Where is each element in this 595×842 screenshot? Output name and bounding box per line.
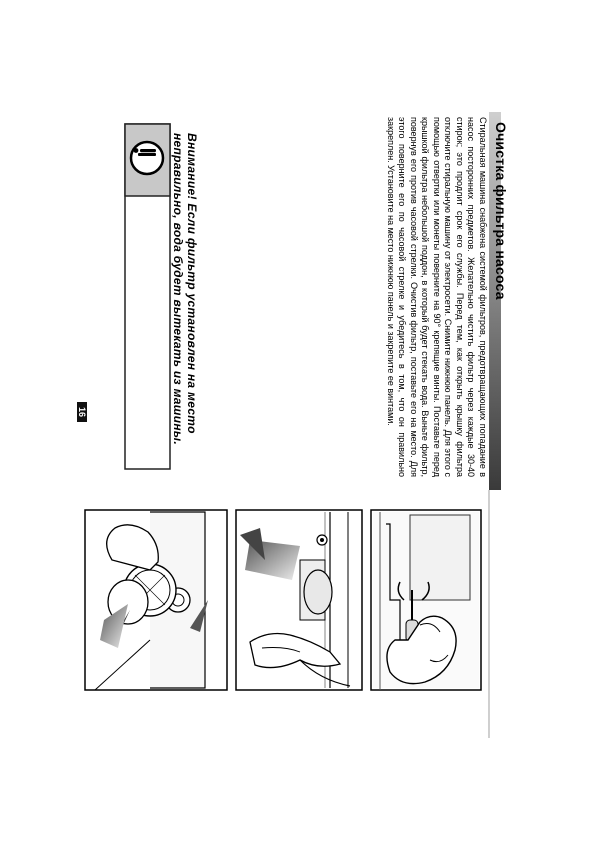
warning-text: Внимание! Если фильтр установлен на место неправильно, вода будет вытекать из машины. [171,133,199,446]
page-title: Очистка фильтра насоса [493,122,509,300]
body-text [384,117,488,477]
instructions-paragraph: Стиральная машина снабжена системой фильтров, предотвращающих попадание в насос посторонних предметов. Желательно чистить фильтр через каждые 30-40 стирок; это продлит срок его службы. Перед тем, как открыть крышку фильтра отключите стиральную машину от электросети. Снимите нижнюю панель. Для этого с помощью отвертки или монеты поверните на 90° крепящие винты. Поставьте перед крышкой фильтра небольшой поддон, в который будет стекать вода. Выньте фильтр, повернув его против часовой стрелки. Очистив фильтр, поставьте его на место. Для этого поверните его по часовой стрелке и убедитесь в том, что он правильно закреплен. Установите на место нижнюю панель и закрепите ее винтами. [385,117,488,477]
page-number: 16 [77,402,87,422]
